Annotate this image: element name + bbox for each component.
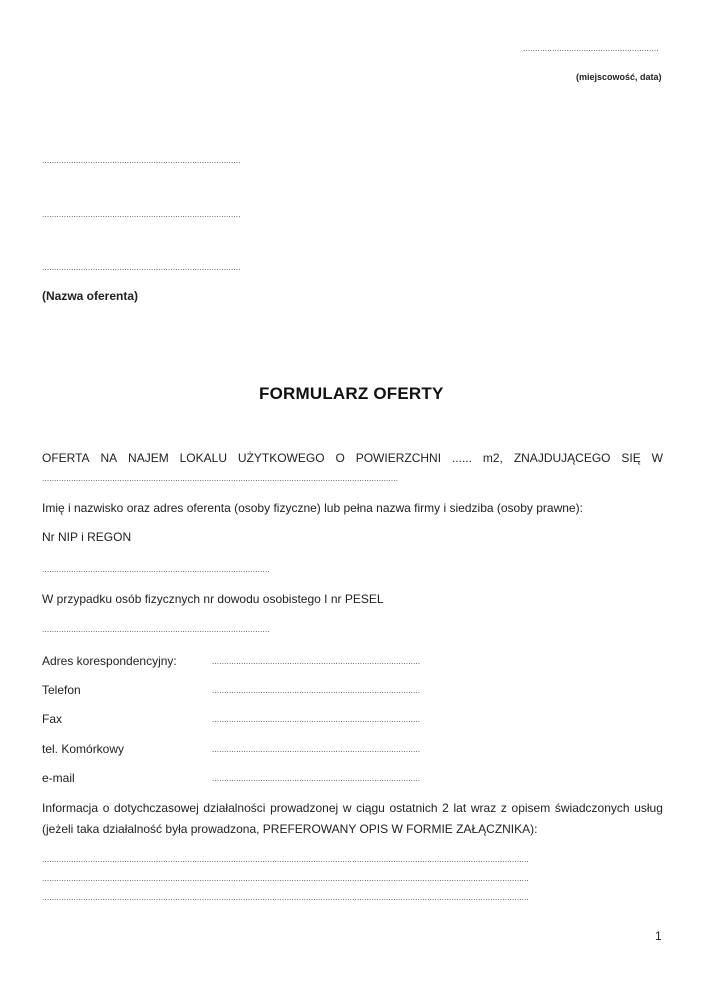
mobile-line: ......................................................................................: [212, 745, 421, 754]
activity-word: lat: [453, 801, 467, 815]
activity-word: wraz: [470, 801, 497, 815]
offer-word: OFERTA: [42, 451, 90, 465]
offer-location-line: ...................................................................................................................................................: [42, 474, 399, 483]
activity-word: dotychczasowej: [114, 801, 199, 815]
offer-word: UŻYTKOWEGO: [237, 451, 325, 465]
activity-fill-line-1: .........................................................................................................................................................................................................: [42, 855, 529, 864]
activity-fill-line-3: .........................................................................................................................................................................................................: [42, 893, 529, 902]
activity-word: ciągu: [356, 801, 385, 815]
nip-regon-label: Nr NIP i REGON: [42, 530, 132, 544]
email-label: e-mail: [42, 771, 75, 785]
offer-word: SIĘ: [621, 451, 641, 465]
offeror-line-2: ..................................................................................: [42, 210, 241, 219]
date-caption: (miejscowość, data): [576, 72, 662, 82]
email-line: ......................................................................................: [212, 774, 421, 783]
offer-word: NA: [100, 451, 118, 465]
offeror-line-3: ..................................................................................: [42, 263, 241, 272]
offer-word: LOKALU: [179, 451, 227, 465]
nip-regon-line: ..............................................................................................: [42, 565, 270, 574]
activity-fill-line-2: .........................................................................................................................................................................................................: [42, 874, 529, 883]
offer-word: m2,: [482, 451, 503, 465]
offeror-caption: (Nazwa oferenta): [42, 289, 139, 303]
activity-word: ostatnich: [389, 801, 438, 815]
activity-line-2: (jeżeli taka działalność była prowadzona, PREFEROWANY OPIS W FORMIE ZAŁĄCZNIKA):: [42, 822, 538, 836]
offer-word: NAJEM: [128, 451, 169, 465]
activity-line-1: [42, 801, 663, 816]
correspondence-address-label: Adres korespondencyjny:: [42, 654, 177, 668]
phone-line: ......................................................................................: [212, 686, 421, 695]
offeror-line-1: ..................................................................................: [42, 156, 241, 165]
activity-word: w: [342, 801, 352, 815]
activity-word: opisem: [511, 801, 551, 815]
activity-word: z: [500, 801, 507, 815]
activity-word: działalności: [203, 801, 266, 815]
offer-line: [42, 451, 663, 466]
date-line: ........................................................: [523, 44, 659, 53]
phone-label: Telefon: [42, 683, 81, 697]
correspondence-address-line: ......................................................................................: [212, 657, 421, 666]
activity-word: o: [102, 801, 110, 815]
activity-word: Informacja: [42, 801, 99, 815]
activity-word: prowadzonej: [270, 801, 339, 815]
offer-word: ZNAJDUJĄCEGO: [513, 451, 611, 465]
offer-word: ......: [451, 451, 472, 465]
mobile-label: tel. Komórkowy: [42, 742, 125, 756]
offer-word: O: [335, 451, 345, 465]
name-address-label: Imię i nazwisko oraz adres oferenta (osoby fizyczne) lub pełna nazwa firmy i siedziba (osoby prawne):: [42, 501, 583, 515]
offer-word: W: [651, 451, 663, 465]
id-pesel-label: W przypadku osób fizycznych nr dowodu osobistego I nr PESEL: [42, 592, 384, 606]
offer-word: POWIERZCHNI: [355, 451, 442, 465]
fax-label: Fax: [42, 712, 63, 726]
fax-line: ......................................................................................: [212, 715, 421, 724]
activity-word: 2: [442, 801, 449, 815]
activity-word: usług: [634, 801, 663, 815]
page-title: FORMULARZ OFERTY: [259, 384, 444, 403]
page-number: 1: [655, 929, 662, 943]
id-pesel-line: ..............................................................................................: [42, 625, 270, 634]
activity-word: świadczonych: [554, 801, 630, 815]
